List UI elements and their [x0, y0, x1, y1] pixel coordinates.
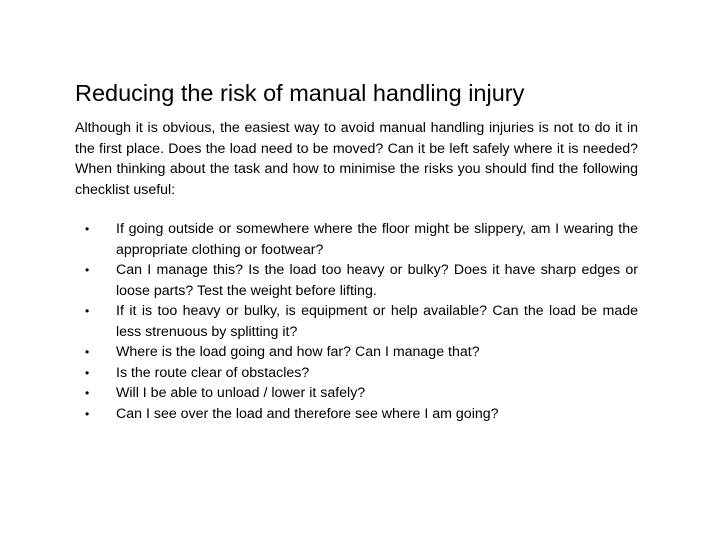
checklist-item-text: Is the route clear of obstacles? — [116, 364, 310, 381]
bullet-icon: • — [85, 386, 90, 400]
bullet-icon: • — [85, 345, 90, 359]
checklist-item — [85, 301, 638, 342]
bullet-icon: • — [85, 222, 90, 236]
checklist-item — [85, 260, 638, 301]
checklist-item-text: If going outside or somewhere where the floor might be slippery, am I wearing the appropriate clothing or footwear? — [116, 221, 638, 258]
checklist-item-text: Can I manage this? Is the load too heavy or bulky? Does it have sharp edges or loose parts? Test the weight before lifting. — [116, 262, 638, 299]
intro-paragraph: Although it is obvious, the easiest way to avoid manual handling injuries is not to do it in the first place. Does the load need to be moved? Can it be left safely where it is needed? When thinking about the task and how to minimise the risks you should find the following checklist useful: — [75, 120, 638, 198]
checklist-item-text: Where is the load going and how far? Can I manage that? — [116, 344, 480, 360]
checklist-item — [85, 404, 638, 425]
bullet-icon: • — [85, 263, 90, 277]
slide-title: Reducing the risk of manual handling injury — [75, 80, 525, 106]
checklist-item — [85, 342, 638, 363]
checklist-item-text: If it is too heavy or bulky, is equipment or help available? Can the load be made less strenuous by splitting it? — [116, 303, 638, 340]
checklist-item-text: Will I be able to unload / lower it safely? — [116, 385, 366, 401]
checklist — [85, 219, 638, 424]
checklist-item — [85, 219, 638, 260]
bullet-icon: • — [85, 406, 90, 421]
bullet-icon: • — [85, 304, 90, 318]
bullet-icon: • — [85, 365, 90, 380]
checklist-item — [85, 383, 638, 404]
checklist-item-text: Can I see over the load and therefore see where I am going? — [116, 405, 499, 422]
checklist-item — [85, 363, 638, 384]
